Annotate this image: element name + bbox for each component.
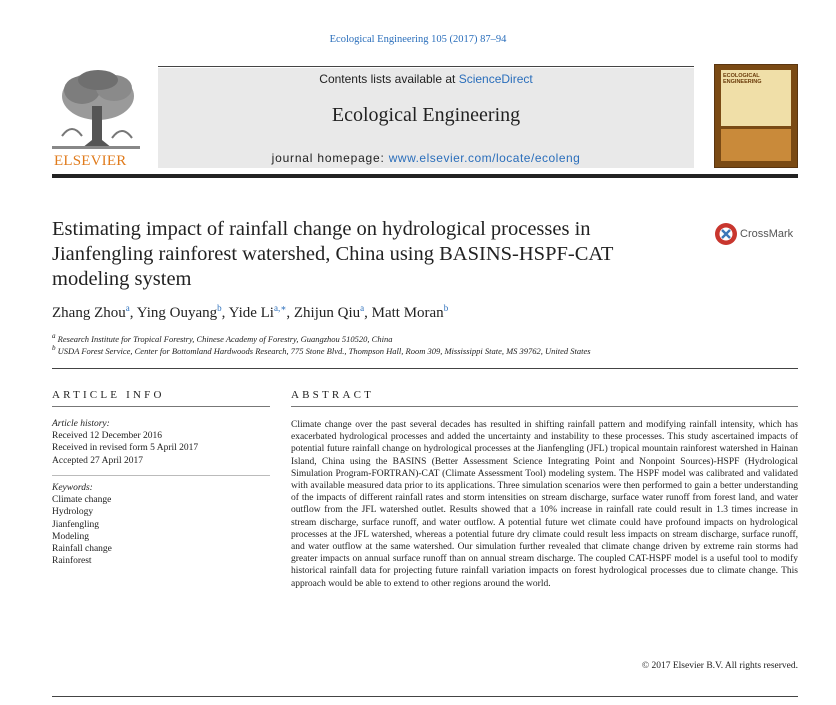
affil-text: USDA Forest Service, Center for Bottomland Hardwoods Research, 775 Stone Blvd., Thompson Hall, Room 309, Mississippi State, MS 39762, United States xyxy=(57,345,591,356)
keyword-item: Modeling xyxy=(52,531,89,542)
author-list: Zhang Zhou$^a$, Ying Ouyang$^b$, Yide $Li^{a,∗}$, Zhijun Qiu$^a$, Matt Moran$^b$ xyxy=(52,303,449,321)
tree-logo-icon xyxy=(52,66,140,150)
elsevier-logo xyxy=(52,66,140,170)
article-info-heading: ARTICLE INFO xyxy=(52,389,165,401)
contents-line xyxy=(158,72,694,86)
article-title: Estimating impact of rainfall change on hydrological processes in Jianfengling rainforest watershed, China using BASINS-HSPF-CAT modeling system xyxy=(52,218,614,290)
copyright-notice: © 2017 Elsevier B.V. All rights reserved. xyxy=(641,661,798,671)
affiliation-b xyxy=(52,344,591,356)
contents-prefix: Contents lists available at xyxy=(319,72,459,86)
history-label: Article history: xyxy=(52,419,110,429)
author-affil-marker[interactable]: b xyxy=(217,303,222,313)
history-item: Received 12 December 2016 xyxy=(52,431,162,442)
crossmark-badge[interactable] xyxy=(714,220,798,248)
cover-lower-panel xyxy=(721,129,791,161)
affil-text: Research Institute for Tropical Forestry, Chinese Academy of Forestry, Guangzhou 510520, China xyxy=(57,333,393,344)
author-name[interactable]: Zhijun Qiu xyxy=(293,305,361,321)
crossmark-icon xyxy=(714,220,738,248)
journal-cover-thumbnail[interactable] xyxy=(714,64,798,168)
keyword-item: Jianfengling xyxy=(52,519,99,530)
elsevier-wordmark: ELSEVIER xyxy=(54,153,127,169)
author-affil-marker[interactable]: a xyxy=(360,303,365,313)
homepage-prefix: journal homepage: xyxy=(271,151,389,165)
history-item: Accepted 27 April 2017 xyxy=(52,455,144,466)
abstract-heading: ABSTRACT xyxy=(291,389,375,401)
header-top-rule xyxy=(158,66,694,67)
author-affil-marker[interactable]: a,∗ xyxy=(273,303,287,313)
homepage-link[interactable]: www.elsevier.com/locate/ecoleng xyxy=(388,151,581,165)
cover-title: ECOLOGICAL ENGINEERING xyxy=(723,73,762,85)
crossmark-label: CrossMark xyxy=(740,228,794,240)
keyword-item: Climate change xyxy=(52,495,112,506)
keywords-rule xyxy=(52,475,270,476)
affil-marker: a xyxy=(52,332,56,340)
header-divider xyxy=(52,174,798,178)
keywords-block xyxy=(52,482,112,567)
author-affil-marker[interactable]: b xyxy=(443,303,449,313)
affil-marker: b xyxy=(52,344,56,352)
homepage-line xyxy=(158,151,694,165)
history-item: Received in revised form 5 April 2017 xyxy=(52,443,199,454)
journal-reference[interactable]: Ecological Engineering 105 (2017) 87–94 xyxy=(329,34,507,45)
keyword-item: Rainfall change xyxy=(52,544,112,555)
keyword-item: Rainforest xyxy=(52,556,92,567)
affiliation-a xyxy=(52,332,392,344)
journal-title: Ecological Engineering xyxy=(331,104,521,126)
article-info-rule xyxy=(52,406,270,407)
footer-rule xyxy=(52,696,798,697)
article-history xyxy=(52,418,198,467)
author-name[interactable]: Matt Moran xyxy=(371,305,444,321)
sciencedirect-link[interactable]: ScienceDirect xyxy=(458,72,533,86)
author-name[interactable]: Yide Li xyxy=(228,305,274,321)
author-affil-marker[interactable]: a xyxy=(125,303,130,313)
keywords-label: Keywords: xyxy=(52,483,93,493)
keyword-item: Hydrology xyxy=(52,507,94,518)
author-name[interactable]: Zhang Zhou xyxy=(52,305,126,321)
abstract-rule xyxy=(291,406,798,407)
author-name[interactable]: Ying Ouyang xyxy=(136,305,218,321)
section-divider xyxy=(52,368,798,369)
abstract-text: Climate change over the past several decades has resulted in shifting rainfall pattern and modifying rainfall intensity, which has exacerbated hydrological processes and added the uncertainty and instability to these processes. This study ascertained impacts of potential future rainfall change on hydrological processes at the Jianfengling (JFL) tropical mountain rainforest watershed in Hainan Island, China using the BASINS (Better Assessment Science Integrating Point and Nonpoint Sources)-HSPF (Hydrological Simulation Program-FORTRAN)-CAT (Climate Assessment Tool) modeling system. The HSPF model was calibrated and validated with available measured data prior to its applications. Three simulation scenarios were then performed to gain a better understanding of the impacts of different rainfall rates and storm intensities on stream discharge, surface water runoff from forest land, and water outflow from the JFL watershed outlet. Results showed that a 10% increase in rainfall rate could result in 1.3 times increase in stream discharge, surface runoff, and water outflow. A potential future wet climate could have profound impacts on hydrological processes at the JFL watershed, whereas a potential future dry climate could result less impacts on stream discharge, surface runoff, and water outflow at the same watershed. Our simulation further revealed that climate change driven by extreme rain storms had greater impacts on annual surface runoff than on annual stream discharge. The coupled CAT-HSPF model is a useful tool to modify historical rainfall data for projecting future rainfall variation impacts on forest hydrological processes due to climate change. This approach would be able to extend to other regions around the world. xyxy=(291,420,798,589)
